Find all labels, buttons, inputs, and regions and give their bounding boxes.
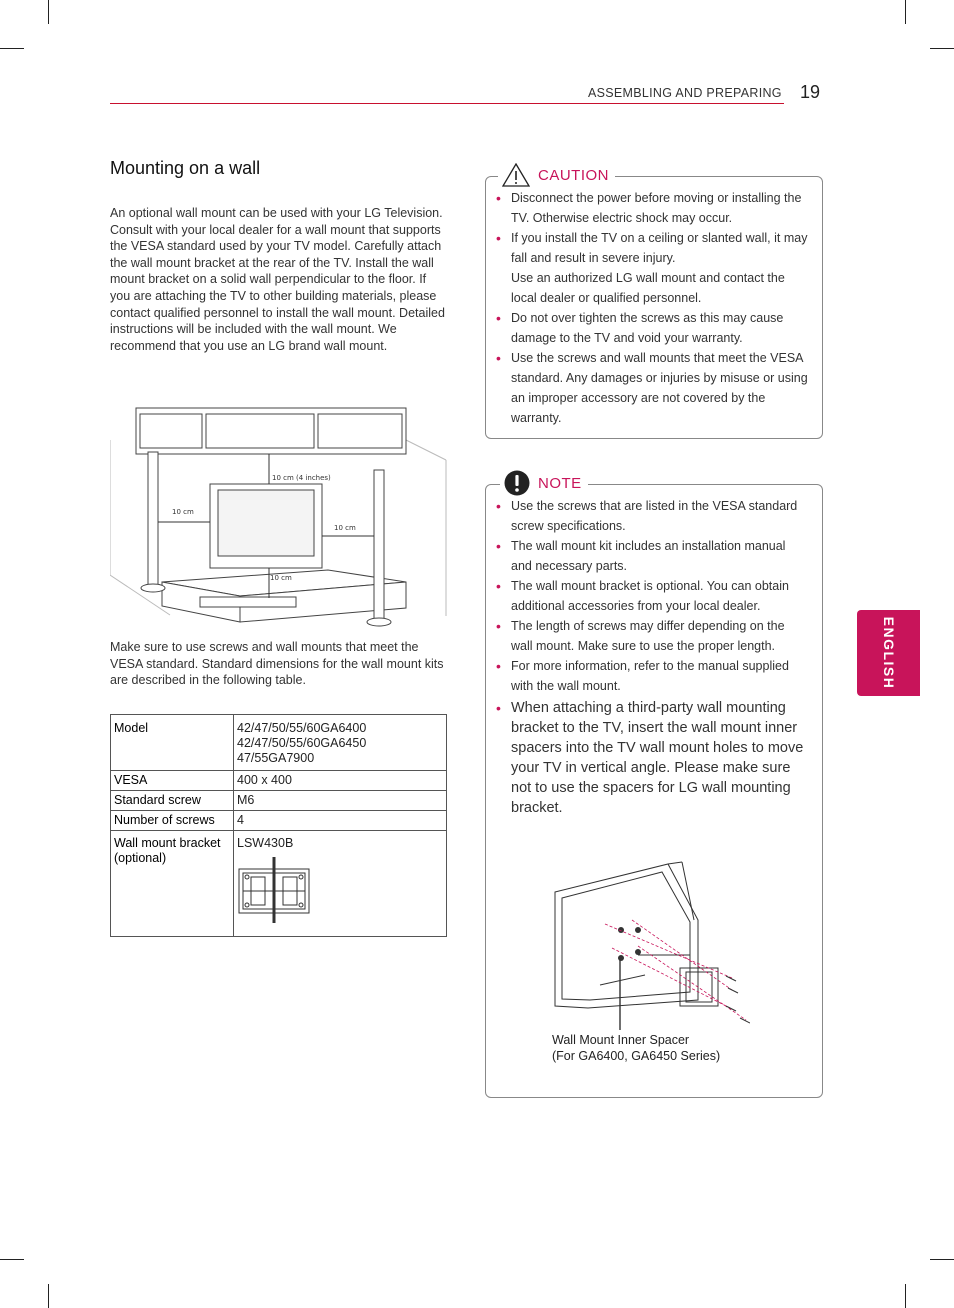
caution-list	[496, 188, 808, 428]
clearance-bottom-label: 10 cm	[270, 574, 292, 582]
list-item-text: If you install the TV on a ceiling or slanted wall, it may fall and result in severe injury.	[511, 231, 808, 265]
table-row	[111, 791, 447, 811]
list-item: • The length of screws may differ depending on the wall mount. Make sure to use the proper length.	[496, 616, 808, 656]
list-item: • When attaching a third-party wall mounting bracket to the TV, insert the wall mount inner spacers into the TV wall mount holes to move your TV in vertical angle. Please make sure not to use the spacers for LG wall mounting bracket.	[496, 698, 808, 818]
language-tab-label: ENGLISH	[880, 616, 897, 690]
note-label: NOTE	[538, 474, 582, 492]
model-value: 42/47/50/55/60GA6400	[237, 721, 367, 735]
list-item: • The wall mount bracket is optional. You can obtain additional accessories from your local dealer.	[496, 576, 808, 616]
list-item: • Use the screws and wall mounts that meet the VESA standard. Any damages or injuries by misuse or using an improper accessory are not covered by the warranty.	[496, 348, 808, 428]
bracket-illustration	[237, 855, 317, 925]
crop-mark	[48, 0, 49, 24]
model-value: 42/47/50/55/60GA6450	[237, 736, 367, 750]
warning-triangle-icon	[502, 163, 530, 187]
crop-mark	[930, 48, 954, 49]
table-row	[111, 715, 447, 771]
table-intro: Make sure to use screws and wall mounts that meet the VESA standard. Standard dimensions for the wall mount kits are described in the following table.	[110, 640, 444, 688]
clearance-right-label: 10 cm	[334, 524, 356, 532]
note-heading	[500, 470, 588, 496]
caution-label: CAUTION	[538, 166, 609, 184]
list-item: • Use the screws that are listed in the VESA standard screw specifications.	[496, 496, 808, 536]
vesa-label: VESA	[111, 771, 234, 791]
page-title: Mounting on a wall	[110, 158, 261, 178]
header-rule	[110, 103, 784, 104]
model-label: Model	[111, 715, 234, 771]
note-list	[496, 496, 808, 818]
page-number: 19	[800, 82, 821, 102]
crop-mark	[905, 1284, 906, 1308]
bracket-cell	[234, 831, 447, 937]
crop-mark	[0, 48, 24, 49]
spacer-figure-caption	[552, 1032, 720, 1064]
wall-clearance-figure	[110, 400, 448, 632]
table-row	[111, 811, 447, 831]
list-item: • Disconnect the power before moving or installing the TV. Otherwise electric shock may occur.	[496, 188, 808, 228]
model-value: 47/55GA7900	[237, 751, 315, 765]
list-item: • Do not over tighten the screws as this may cause damage to the TV and void your warranty.	[496, 308, 808, 348]
list-item: • For more information, refer to the manual supplied with the wall mount.	[496, 656, 808, 696]
bracket-value: LSW430B	[237, 836, 294, 850]
num-screws-value: 4	[234, 811, 447, 831]
crop-mark	[905, 0, 906, 24]
screw-label: Standard screw	[111, 791, 234, 811]
language-tab	[857, 610, 920, 696]
list-item-text: Use an authorized LG wall mount and contact the local dealer or qualified personnel.	[511, 271, 785, 305]
table-row	[111, 771, 447, 791]
table-row	[111, 831, 447, 937]
crop-mark	[48, 1284, 49, 1308]
caption-line: (For GA6400, GA6450 Series)	[552, 1049, 721, 1063]
model-values	[234, 715, 447, 771]
num-screws-label: Number of screws	[111, 811, 234, 831]
intro-paragraph: An optional wall mount can be used with your LG Television. Consult with your local dealer for a wall mount that supports the VESA standard used by your TV model. Carefully attach the wall mount bracket at the rear of the TV. Install the wall mount bracket on a solid wall perpendicular to the floor. If you are attaching the TV to other building materials, please contact qualified personnel to install the wall mount. Detailed instructions will be included with the wall mount. We recommend that you use an LG brand wall mount.	[110, 206, 445, 353]
tv-rear-spacer-figure	[550, 860, 750, 1030]
crop-mark	[930, 1259, 954, 1260]
list-item: • The wall mount kit includes an installation manual and necessary parts.	[496, 536, 808, 576]
list-item	[496, 228, 808, 308]
header-section-title: ASSEMBLING AND PREPARING	[588, 86, 782, 100]
vesa-value: 400 x 400	[234, 771, 447, 791]
bracket-label: Wall mount bracket (optional)	[111, 831, 234, 937]
crop-mark	[0, 1259, 24, 1260]
caution-heading	[498, 163, 615, 187]
clearance-top-label: 10 cm (4 inches)	[272, 474, 331, 482]
exclamation-icon	[504, 470, 530, 496]
clearance-left-label: 10 cm	[172, 508, 194, 516]
caption-line: Wall Mount Inner Spacer	[552, 1033, 690, 1047]
vesa-spec-table	[110, 714, 447, 937]
screw-value: M6	[234, 791, 447, 811]
